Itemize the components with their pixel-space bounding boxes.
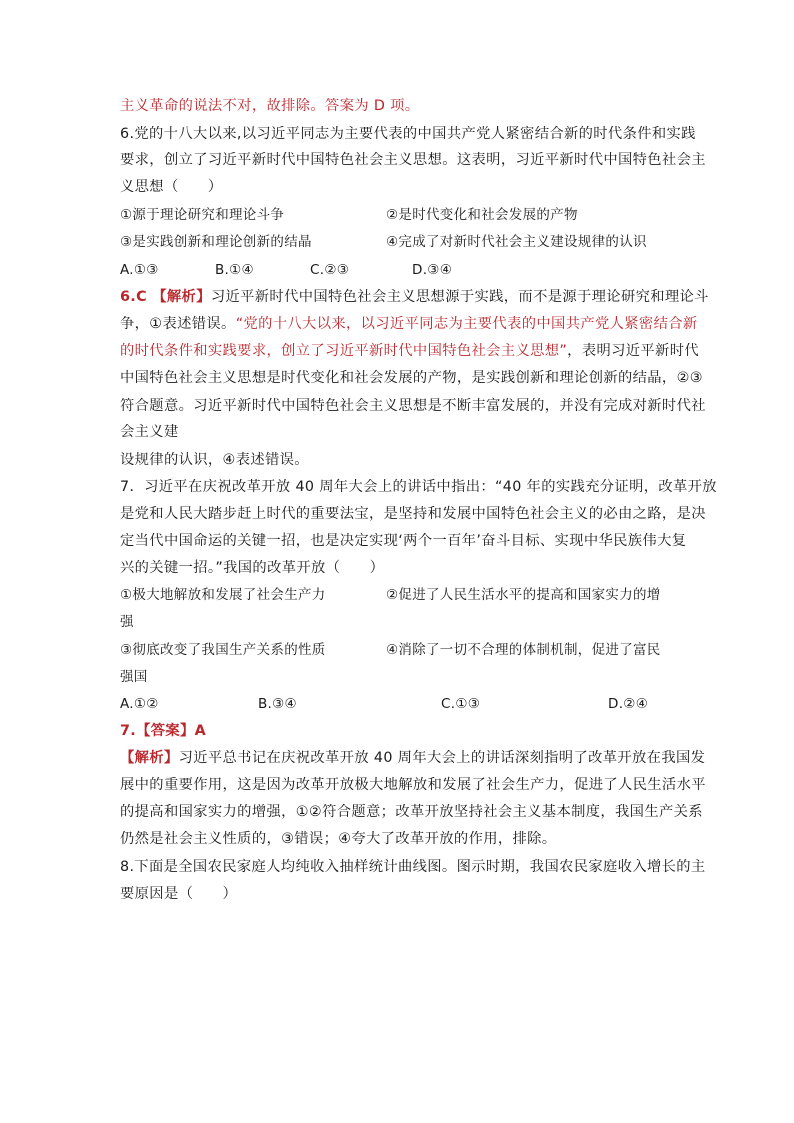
q6-analysis-line-2: 争，①表述错误。“党的十八大以来，以习近平同志为主要代表的中国共产党人紧密结合新 xyxy=(120,316,698,332)
q8-stem-line-2: 要原因是（ ） xyxy=(120,886,238,902)
q7-analysis-text-1: 习近平总书记在庆祝改革开放 40 周年大会上的讲话深刻指明了改革开放在我国发 xyxy=(178,750,706,766)
q6-stem-line-2: 要求，创立了习近平新时代中国特色社会主义思想。这表明，习近平新时代中国特色社会主 xyxy=(120,152,706,168)
q7-choice-a: A.①② xyxy=(120,696,159,712)
q7-statement-3: ③彻底改变了我国生产关系的性质 xyxy=(120,642,326,658)
q6-analysis-line-6: 会主义建 xyxy=(120,424,179,440)
q7-statement-4: ④消除了一切不合理的体制机制，促进了富民 xyxy=(386,642,661,658)
q6-quote-fragment: “党的十八大以来，以习近平同志为主要代表的中国共产党人紧密结合新 xyxy=(235,316,698,332)
q6-choice-d: D.③④ xyxy=(412,262,453,278)
q7-choice-b: B.③④ xyxy=(258,696,297,712)
q6-choice-a: A.①③ xyxy=(120,262,159,278)
q6-statement-1: ①源于理论研究和理论斗争 xyxy=(120,207,285,223)
q6-analysis-line-7: 设规律的认识，④表述错误。 xyxy=(120,452,309,468)
q8-stem-line-1: 8.下面是全国农民家庭人均纯收入抽样统计曲线图。图示时期，我国农民家庭收入增长的主 xyxy=(120,859,706,875)
q6-stem-line-1: 6.党的十八大以来,以习近平同志为主要代表的中国共产党人紧密结合新的时代条件和实践 xyxy=(120,126,696,142)
q7-analysis-line-1 xyxy=(120,748,705,768)
q7-stem-line-1: 7．习近平在庆祝改革开放 40 周年大会上的讲话中指出：“40 年的实践充分证明，改革开放 xyxy=(120,479,717,495)
q6-statement-4: ④完成了对新时代社会主义建设规律的认识 xyxy=(386,234,647,250)
q7-statement-2: ②促进了人民生活水平的提高和国家实力的增 xyxy=(386,587,661,603)
q6-analysis-text-1: 习近平新时代中国特色社会主义思想源于实践，而不是源于理论研究和理论斗 xyxy=(210,289,709,305)
q7-statement-1: ①极大地解放和发展了社会生产力 xyxy=(120,587,326,603)
q7-stem-line-4: 兴的关键一招。”我国的改革开放（ ） xyxy=(120,560,385,576)
previous-answer-tail: 主义革命的说法不对，故排除。答案为 D 项。 xyxy=(120,98,420,114)
q6-analysis-line-3: 的时代条件和实践要求，创立了习近平新时代中国特色社会主义思想”，表明习近平新时代 xyxy=(120,343,699,359)
q7-stem-line-2: 是党和人民大踏步赶上时代的重要法宝，是坚持和发展中国特色社会主义的必由之路，是决 xyxy=(120,506,706,522)
q7-choice-d: D.②④ xyxy=(608,696,649,712)
q7-statement-2-wrap: 强 xyxy=(120,614,134,630)
q6-choice-b: B.①④ xyxy=(215,262,254,278)
q6-analysis-line-4: 中国特色社会主义思想是时代变化和社会发展的产物，是实践创新和理论创新的结晶，②③ xyxy=(120,370,703,386)
q7-analysis-line-3: 的提高和国家实力的增强，①②符合题意；改革开放坚持社会主义基本制度，我国生产关系 xyxy=(120,804,703,820)
q6-analysis-line-1 xyxy=(120,287,709,307)
q7-choice-c: C.①③ xyxy=(441,696,481,712)
q7-analysis-line-4: 仍然是社会主义性质的，③错误；④夸大了改革开放的作用，排除。 xyxy=(120,831,557,847)
q6-quote-fragment: 的时代条件和实践要求，创立了习近平新时代中国特色社会主义思想” xyxy=(120,343,568,359)
q6-analysis-label: 6.C 【解析】 xyxy=(120,289,211,305)
q6-stem-line-3: 义思想（ ） xyxy=(120,179,223,195)
q6-analysis-line-5: 符合题意。习近平新时代中国特色社会主义思想是不断丰富发展的，并没有完成对新时代社 xyxy=(120,398,706,414)
q6-statement-3: ③是实践创新和理论创新的结晶 xyxy=(120,234,312,250)
q7-statement-4-wrap: 强国 xyxy=(120,669,148,685)
q6-choice-c: C.②③ xyxy=(310,262,350,278)
q7-analysis-line-2: 展中的重要作用，这是因为改革开放极大地解放和发展了社会生产力，促进了人民生活水平 xyxy=(120,777,706,793)
q7-analysis-label: 【解析】 xyxy=(120,750,179,766)
q7-answer: 7.【答案】A xyxy=(120,723,207,739)
q7-stem-line-3: 定当代中国命运的关键一招，也是决定实现‘两个一百年’奋斗目标、实现中华民族伟大复 xyxy=(120,533,687,549)
q6-statement-2: ②是时代变化和社会发展的产物 xyxy=(386,207,578,223)
